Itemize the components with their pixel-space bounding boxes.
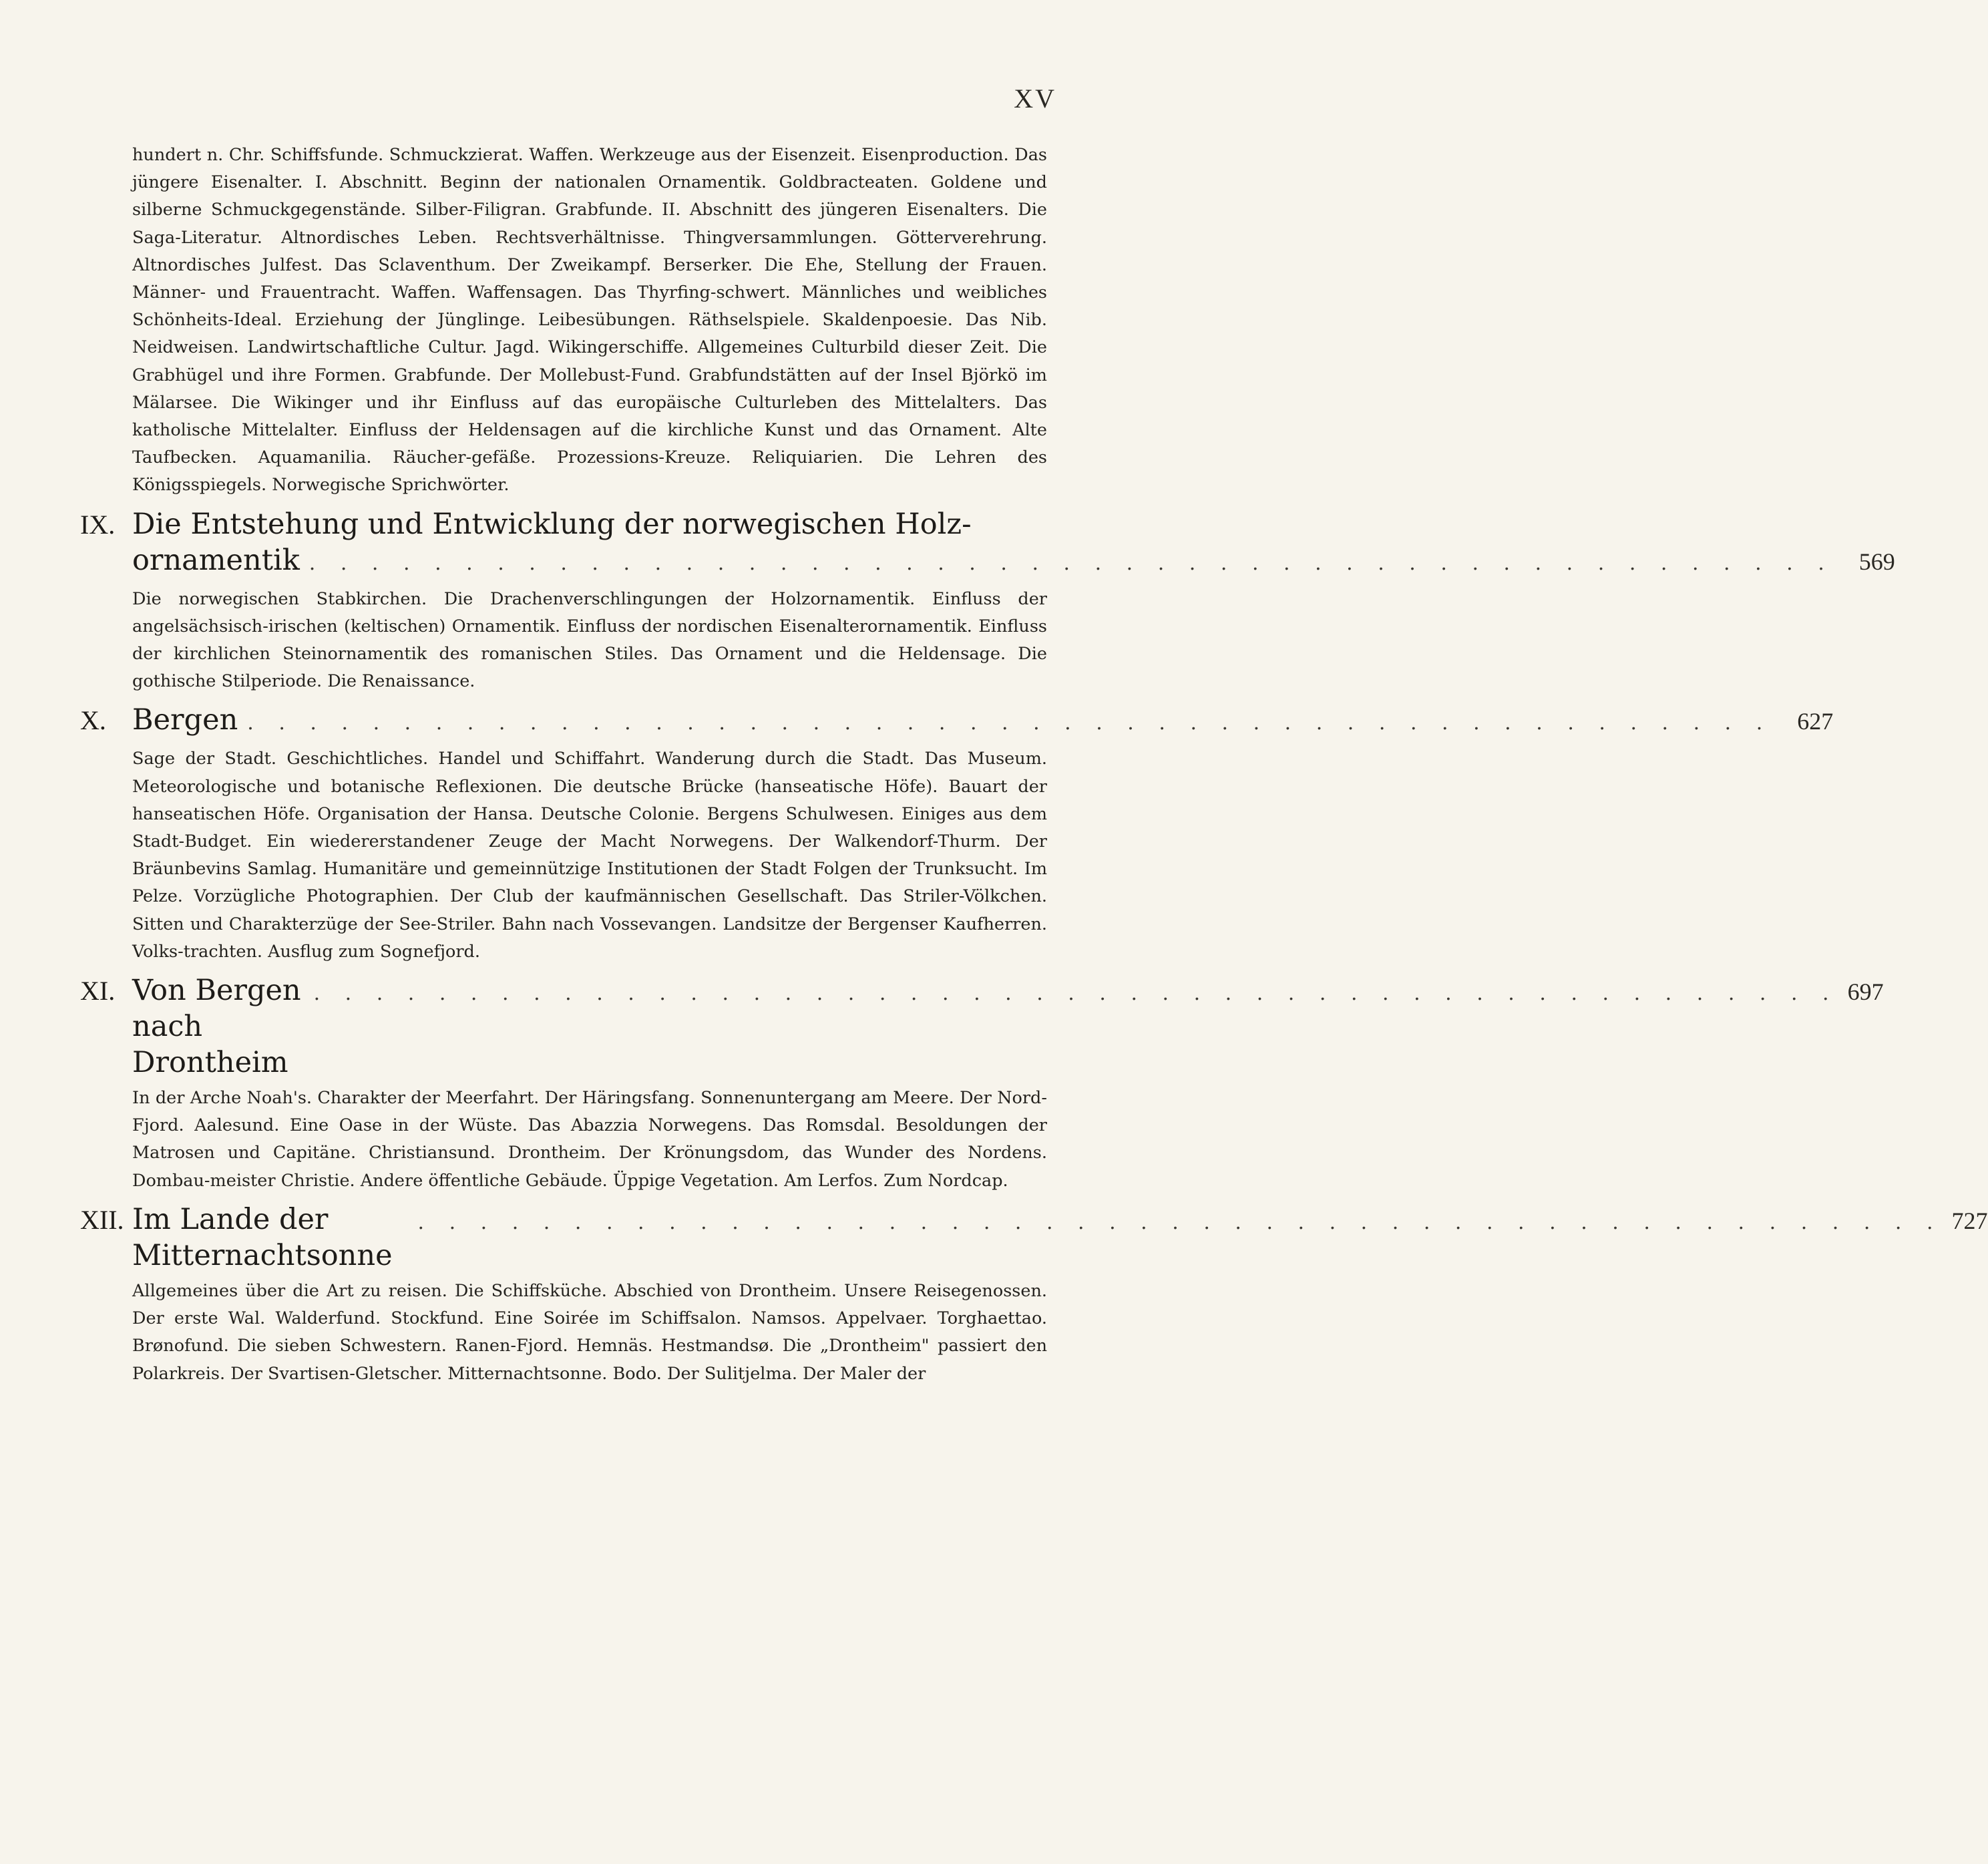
entry-description: Die norwegischen Stabkirchen. Die Drachenverschlingungen der Holzornamentik. Einfluss der angelsächsisch-irischen (keltischen) Ornamentik. Einfluss der nordischen Eisenalterornamentik. Einfluss der kirchlichen Steinornamentik des romanischen Stiles. Das Ornament und die Heldensage. Die gothische Stilperiode. Die Renaissance.	[132, 588, 1047, 692]
page-number: XV	[1014, 83, 1056, 114]
entry-description: hundert n. Chr. Schiffsfunde. Schmuckzierat. Waffen. Werkzeuge aus der Eisenzeit. Eisenproduction. Das jüngere Eisenalter. I. Abschnitt. Beginn der nationalen Ornamentik. Goldbracteaten. Goldene und silberne Schmuckgegenstände. Silber-Filigran. Grabfunde. II. Abschnitt des jüngeren Eisenalters. Die Saga-Literatur. Altnordisches Leben. Rechtsverhältnisse. Thingversammlungen. Götterverehrung. Altnordisches Julfest. Das Sclaventhum. Der Zweikampf. Berserker. Die Ehe, Stellung der Frauen. Männer- und Frauentracht. Waffen. Waffensagen. Das Thyrfing-schwert. Männliches und weibliches Schönheits-Ideal. Erziehung der Jünglinge. Leibesübungen. Räthselspiele. Skaldenpoesie. Das Nib. Neidweisen. Landwirtschaftliche Cultur. Jagd. Wikingerschiffe. Allgemeines Culturbild dieser Zeit. Die Grabhügel und ihre Formen. Grabfunde. Der Mollebust-Fund. Grabfundstätten auf der Insel Björkö im Mälarsee. Die Wikinger und ihr Einfluss auf das europäische Culturleben des Mittelalters. Das katholische Mittelalter. Einfluss der Heldensagen auf die kirchliche Kunst und das Ornament. Alte Taufbecken. Aquamanilia. Räucher-gefäße. Prozessions-Kreuze. Reliquiarien. Die Lehren des Königsspiegels. Norwegische Sprichwörter.	[132, 145, 1047, 496]
chapter-title: Im Lande der Mitternachtsonne	[132, 1202, 393, 1272]
toc-entry-continued	[132, 142, 1047, 500]
chapter-numeral: X.	[80, 705, 106, 736]
entry-description: Allgemeines über die Art zu reisen. Die Schiffsküche. Abschied von Drontheim. Unsere Reisegenossen. Der erste Wal. Walderfund. Stockfund. Eine Soirée im Schiffsalon. Namsos. Appelvaer. Torghaettao. Brønofund. Die sieben Schwestern. Ranen-Fjord. Hemnäs. Hestmandsø. Die „Drontheim" passiert den Polarkreis. Der Svartisen-Gletscher. Mitternachtsonne. Bodo. Der Sulitjelma. Der Maler der	[132, 1280, 1047, 1384]
table-of-contents	[80, 142, 1988, 1388]
chapter-page: 627	[1797, 708, 1834, 735]
entry-description: Sage der Stadt. Geschichtliches. Handel und Schiffahrt. Wanderung durch die Stadt. Das Museum. Meteorologische und botanische Reflexionen. Die deutsche Brücke (hanseatische Höfe). Bauart der hanseatischen Höfe. Organisation der Hansa. Deutsche Colonie. Bergens Schulwesen. Einiges aus dem Stadt-Budget. Ein wiedererstandener Zeuge der Macht Norwegens. Der Walkendorf-Thurm. Der Bräunbevins Samlag. Humanitäre und gemeinnützige Institutionen der Stadt Folgen der Trunksucht. Im Pelze. Vorzügliche Photographien. Der Club der kaufmännischen Gesellschaft. Das Striler-Völkchen. Sitten und Charakterzüge der See-Striler. Bahn nach Vossevangen. Landsitze der Bergenser Kaufherren. Volks-trachten. Ausflug zum Sognefjord.	[132, 749, 1047, 962]
chapter-numeral: XI.	[80, 976, 116, 1006]
chapter-numeral: IX.	[80, 509, 116, 540]
chapter-title: Die Entstehung und Entwicklung der norwegischen Holz-	[132, 507, 972, 541]
entry-description: In der Arche Noah's. Charakter der Meerfahrt. Der Häringsfang. Sonnenuntergang am Meere. Der Nord-Fjord. Aalesund. Eine Oase in der Wüste. Das Abazzia Norwegens. Das Romsdal. Besoldungen der Matrosen und Capitäne. Christiansund. Drontheim. Der Krönungsdom, das Wunder des Nordens. Dombau-meister Christie. Andere öffentliche Gebäude. Üppige Vegetation. Am Lerfos. Zum Nordcap.	[132, 1088, 1047, 1191]
dot-leaders	[247, 705, 1772, 741]
chapter-page: 569	[1858, 548, 1895, 575]
chapter-heading	[80, 702, 1834, 741]
chapter-title-continued: ornamentik	[132, 543, 300, 577]
toc-entry-x	[80, 702, 1834, 966]
toc-entry-xii	[80, 1201, 1988, 1388]
chapter-heading	[80, 506, 1895, 582]
chapter-title: Von Bergen nach Drontheim	[132, 974, 301, 1080]
chapter-heading	[80, 972, 1884, 1081]
toc-entry-xi	[80, 972, 1884, 1195]
dot-leaders	[309, 546, 1834, 582]
chapter-page: 697	[1847, 978, 1884, 1006]
chapter-heading	[80, 1201, 1988, 1274]
chapter-title: Bergen	[132, 703, 238, 737]
chapter-numeral: XII.	[80, 1204, 124, 1235]
toc-entry-ix	[80, 506, 1895, 696]
dot-leaders	[418, 1205, 1943, 1241]
dot-leaders	[314, 976, 1838, 1012]
chapter-page: 727	[1951, 1207, 1988, 1234]
